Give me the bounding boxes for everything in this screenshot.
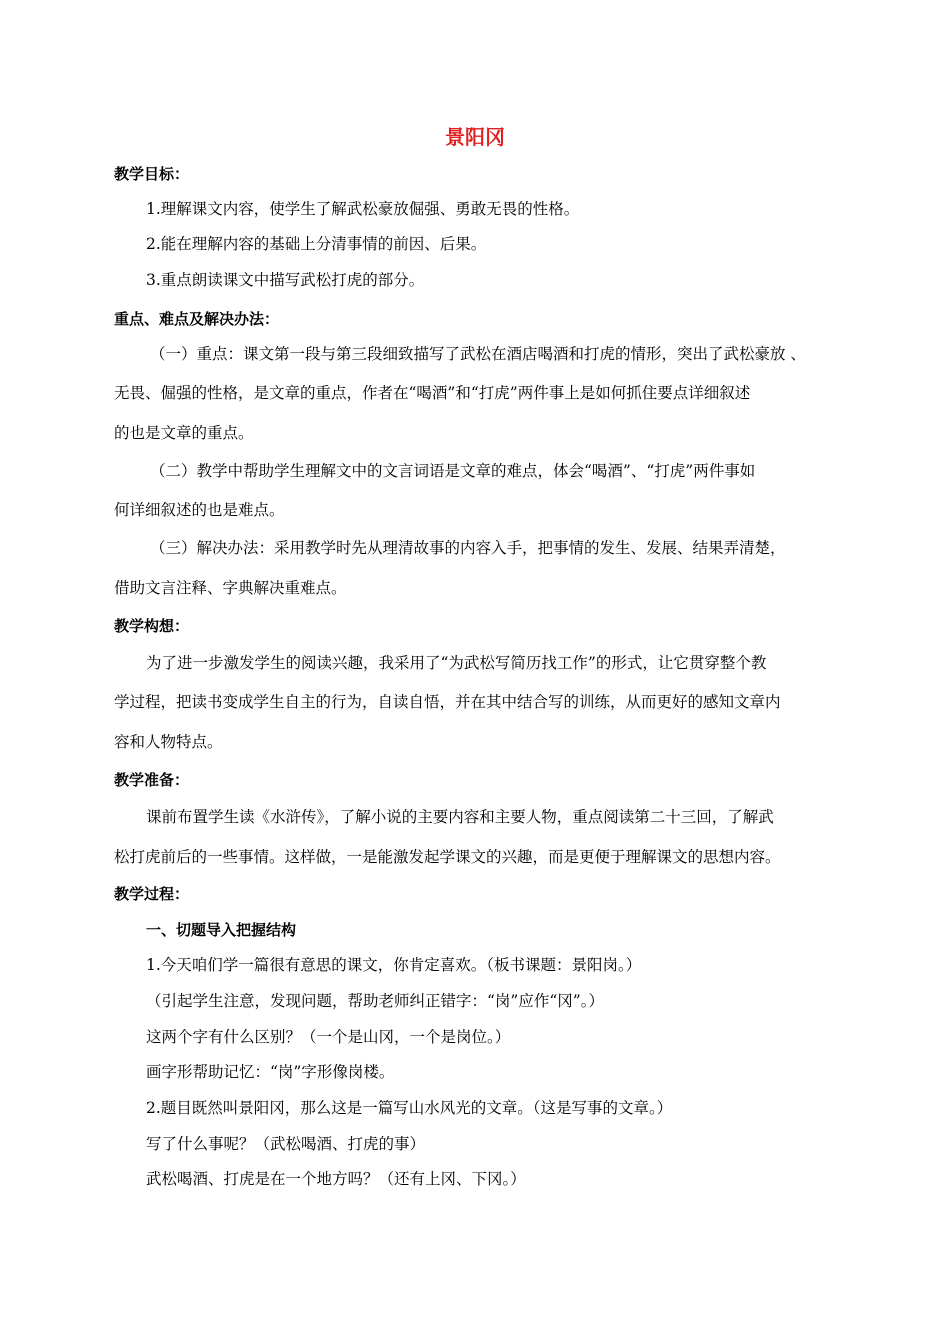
section-heading-concept: 教学构想： <box>114 617 190 635</box>
section-heading-preparation: 教学准备： <box>114 771 190 789</box>
process-line: 这两个字有什么区别？（一个是山冈，一个是岗位。） <box>146 1028 511 1046</box>
process-line: 画字形帮助记忆：“岗”字形像岗楼。 <box>146 1063 395 1081</box>
process-line: 2.题目既然叫景阳冈，那么这是一篇写山水风光的文章。（这是写事的文章。） <box>146 1099 673 1117</box>
section-heading-objectives: 教学目标： <box>114 165 190 183</box>
subsection-heading: 一、切题导入把握结构 <box>146 921 297 939</box>
paragraph-line: 松打虎前后的一些事情。这样做，一是能激发起学课文的兴趣，而是更便于理解课文的思想内容。 <box>114 848 781 866</box>
section-heading-key-points: 重点、难点及解决办法： <box>114 310 280 328</box>
paragraph-line: （三）解决办法：采用教学时先从理清故事的内容入手，把事情的发生、发展、结果弄清楚， <box>150 539 786 557</box>
objective-item: 1.理解课文内容，使学生了解武松豪放倔强、勇敢无畏的性格。 <box>146 200 580 218</box>
paragraph-line: 为了进一步激发学生的阅读兴趣，我采用了“为武松写简历找工作”的形式，让它贯穿整个教 <box>146 654 767 672</box>
paragraph-line: 何详细叙述的也是难点。 <box>114 501 285 519</box>
paragraph-line: （二）教学中帮助学生理解文中的文言词语是文章的难点，体会“喝酒”、“打虎”两件事如 <box>150 462 756 480</box>
process-line: 武松喝酒、打虎是在一个地方吗？（还有上冈、下冈。） <box>146 1170 526 1188</box>
paragraph-line: 的也是文章的重点。 <box>114 424 254 442</box>
paragraph-line: 学过程，把读书变成学生自主的行为，自读自悟，并在其中结合写的训练，从而更好的感知文章内 <box>114 693 781 711</box>
process-line: 写了什么事呢？（武松喝酒、打虎的事） <box>146 1135 426 1153</box>
objective-item: 3.重点朗读课文中描写武松打虎的部分。 <box>146 271 425 289</box>
document-title: 景阳冈 <box>445 125 505 149</box>
paragraph-line: 借助文言注释、字典解决重难点。 <box>114 579 347 597</box>
paragraph-line: 容和人物特点。 <box>114 733 223 751</box>
paragraph-line: 课前布置学生读《水浒传》，了解小说的主要内容和主要人物，重点阅读第二十三回，了解武 <box>146 808 774 826</box>
process-line: 1.今天咱们学一篇很有意思的课文，你肯定喜欢。（板书课题：景阳岗。） <box>146 956 642 974</box>
paragraph-line: （一）重点：课文第一段与第三段细致描写了武松在酒店喝酒和打虎的情形，突出了武松豪放 、 <box>150 345 806 363</box>
paragraph-line: 无畏、倔强的性格，是文章的重点，作者在“喝酒”和“打虎”两件事上是如何抓住要点详细叙述 <box>114 384 751 402</box>
section-heading-process: 教学过程： <box>114 885 190 903</box>
objective-item: 2.能在理解内容的基础上分清事情的前因、后果。 <box>146 235 487 253</box>
process-line: （引起学生注意，发现问题，帮助老师纠正错字：“岗”应作“冈”。） <box>146 992 604 1010</box>
